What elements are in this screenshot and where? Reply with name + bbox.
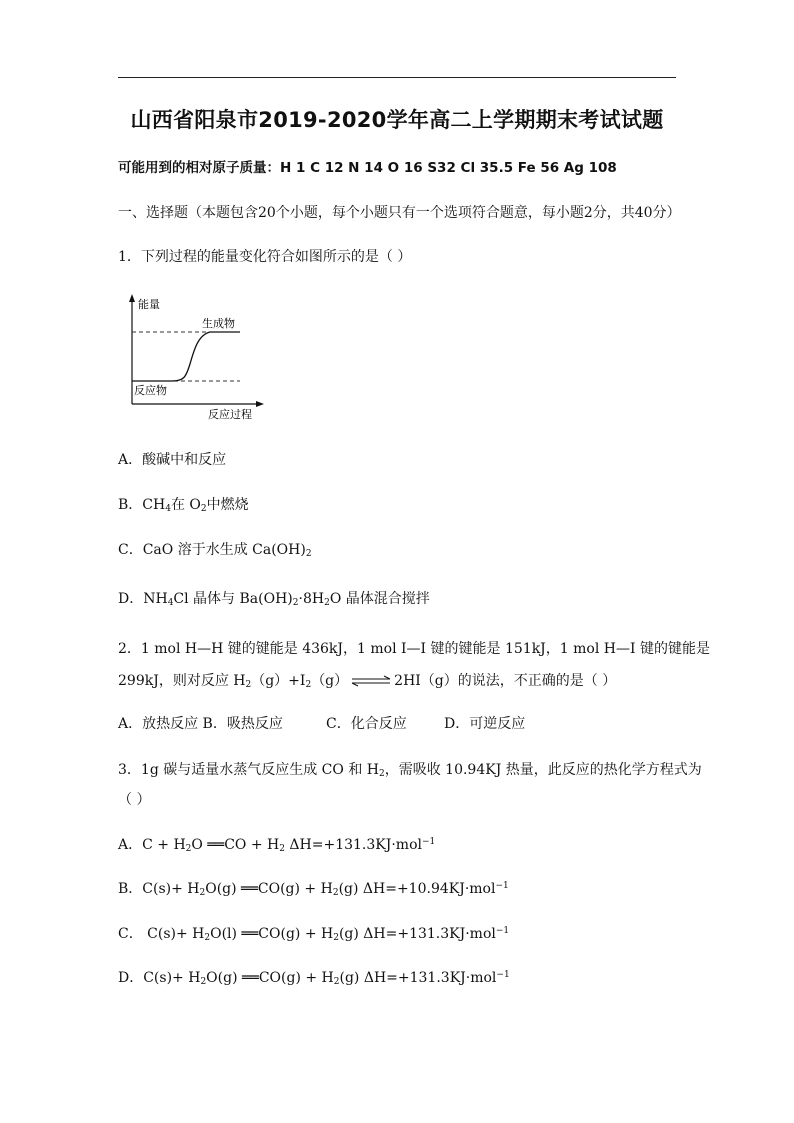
q3-option-c: C． $C(s)+ H_2O(l)$ ══CO(g) + $H_2(g)$ ΔH=+131.3KJ·mol$^{-1}$ (118, 926, 510, 943)
upper-label: 生成物 (202, 317, 235, 330)
q3-line2: （ ） (118, 792, 151, 808)
reversible-arrow-icon (350, 675, 392, 687)
q2-option-d: D．可逆反应 (444, 716, 526, 732)
lower-label: 反应物 (134, 384, 167, 397)
q3-option-b: B．$C(s)+ H_2O(g)$ ══CO(g) + $H_2(g)$ ΔH=+10.94KJ·mol$^{-1}$ (118, 881, 509, 898)
q2-line2: 299kJ，则对反应 $H_2(g)+I_2(g)$ 2HI（g）的说法，不正确的是（ ） (118, 673, 617, 690)
q1-option-d: D．$NH_4Cl$ 晶体与 $Ba(OH)_2\cdot 8H_2O$ 晶体混合搅拌 (118, 591, 430, 608)
x-axis-label: 反应过程 (208, 408, 252, 421)
q3-option-d: D．$C(s)+ H_2O(g)$ ══CO(g) + $H_2(g)$ ΔH=+131.3KJ·mol$^{-1}$ (118, 970, 510, 987)
energy-curve (132, 332, 240, 381)
page-title: 山西省阳泉市2019-2020学年高二上学期期末考试试题 (130, 108, 664, 132)
q1-option-c: C．CaO 溶于水生成 $Ca(OH)_2$ (118, 542, 312, 559)
q3-line1: 3．1g 碳与适量水蒸气反应生成 CO 和 $H_2$，需吸收 10.94KJ 热量，此反应的热化学方程式为 (118, 762, 702, 779)
section-header: 一、选择题（本题包含20个小题，每个小题只有一个选项符合题意，每小题2分，共40分） (118, 205, 681, 221)
q2-option-c: C．化合反应 (326, 716, 407, 732)
q3-option-a: A．$C + H_2O$ ══CO + $H_2$ ΔH=+131.3KJ·mol$^{-1}$ (118, 837, 436, 854)
y-axis-label: 能量 (138, 298, 160, 311)
q1-option-a: A．酸碱中和反应 (118, 452, 227, 468)
q2-options (118, 715, 525, 733)
q2-option-ab: A．放热反应 B．吸热反应 (118, 716, 283, 732)
q1-stem: 1．下列过程的能量变化符合如图所示的是（ ） (118, 249, 412, 265)
atomic-masses: 可能用到的相对原子质量：H 1 C 12 N 14 O 16 S32 Cl 35.5 Fe 56 Ag 108 (118, 160, 617, 176)
q2-line1: 2．1 mol H—H 键的键能是 436kJ，1 mol I—I 键的键能是 151kJ，1 mol H—I 键的键能是 (118, 641, 710, 657)
header-rule (118, 77, 676, 78)
q1-option-b: B．$CH_4$在 $O_2$中燃烧 (118, 497, 249, 514)
energy-diagram (118, 292, 268, 424)
